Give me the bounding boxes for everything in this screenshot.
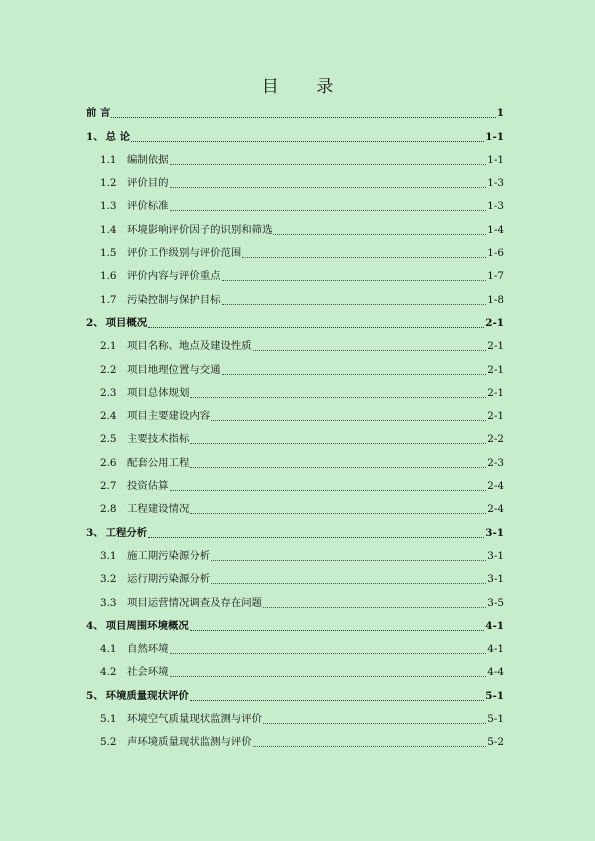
toc-entry-title: 自然环境 — [127, 643, 169, 656]
toc-entry-page-number: 3-1 — [487, 573, 504, 586]
toc-section-entry[interactable] — [86, 240, 504, 263]
toc-entry-number: 3.1 — [100, 549, 117, 562]
dot-leader — [190, 397, 486, 398]
toc-chapter-entry[interactable] — [86, 613, 504, 636]
toc-entry-number: 4、 — [86, 619, 104, 632]
toc-section-entry[interactable] — [86, 473, 504, 496]
dot-leader — [211, 560, 486, 561]
toc-entry-number: 1.7 — [100, 293, 117, 306]
toc-entry-title: 项目概况 — [105, 316, 148, 329]
toc-entry-page-number: 3-5 — [487, 596, 504, 609]
toc-entry-title: 污染控制与保护目标 — [127, 293, 221, 306]
toc-entry-page-number: 2-1 — [487, 410, 504, 423]
toc-entry-number: 1、 — [86, 130, 104, 143]
toc-section-entry[interactable] — [86, 589, 504, 612]
toc-section-entry[interactable] — [86, 286, 504, 309]
toc-entry-number: 1.5 — [100, 247, 117, 260]
toc-section-entry[interactable] — [86, 263, 504, 286]
dot-leader — [170, 164, 487, 165]
toc-entry-title: 声环境质量现状监测与评价 — [127, 736, 252, 749]
toc-entry-title: 配套公用工程 — [127, 456, 190, 469]
toc-entry-number: 2.7 — [100, 480, 117, 493]
toc-entry-title: 评价目的 — [127, 177, 169, 190]
dot-leader — [190, 700, 484, 701]
toc-entry-title: 投资估算 — [127, 480, 169, 493]
dot-leader — [148, 327, 484, 328]
dot-leader — [253, 350, 487, 351]
toc-chapter-entry[interactable] — [86, 100, 504, 123]
toc-section-entry[interactable] — [86, 380, 504, 403]
toc-entry-number: 4.1 — [100, 643, 117, 656]
toc-entry-page-number: 1-1 — [487, 153, 504, 166]
toc-entry-page-number: 1-8 — [487, 293, 504, 306]
toc-entry-page-number: 5-1 — [485, 689, 504, 702]
toc-entry-title: 工程分析 — [105, 526, 148, 539]
dot-leader — [170, 210, 487, 211]
toc-section-entry[interactable] — [86, 659, 504, 682]
toc-entry-title: 编制依据 — [127, 153, 169, 166]
toc-entry-number: 1.3 — [100, 200, 117, 213]
dot-leader — [222, 280, 487, 281]
toc-section-entry[interactable] — [86, 216, 504, 239]
dot-leader — [170, 187, 487, 188]
toc-entry-title: 评价工作级别与评价范围 — [127, 247, 242, 260]
dot-leader — [190, 513, 486, 514]
toc-entry-page-number: 1-4 — [487, 223, 504, 236]
toc-entry-number: 2、 — [86, 316, 104, 329]
toc-entry-page-number: 2-1 — [487, 340, 504, 353]
toc-entry-number: 5.1 — [100, 713, 117, 726]
toc-section-entry[interactable] — [86, 543, 504, 566]
toc-entry-title: 项目地理位置与交通 — [127, 363, 221, 376]
toc-entry-page-number: 1-7 — [487, 270, 504, 283]
toc-entry-number: 2.4 — [100, 410, 117, 423]
toc-entry-title: 环境质量现状评价 — [105, 689, 189, 702]
toc-entry-page-number: 3-1 — [487, 549, 504, 562]
toc-section-entry[interactable] — [86, 496, 504, 519]
table-of-contents — [86, 100, 504, 752]
toc-entry-number: 2.6 — [100, 456, 117, 469]
toc-entry-number: 3.2 — [100, 573, 117, 586]
toc-entry-title: 前 言 — [86, 107, 111, 120]
toc-entry-title: 工程建设情况 — [127, 503, 190, 516]
dot-leader — [273, 234, 486, 235]
dot-leader — [222, 304, 487, 305]
toc-entry-page-number: 5-1 — [487, 713, 504, 726]
toc-entry-title: 总 论 — [105, 130, 131, 143]
toc-chapter-entry[interactable] — [86, 519, 504, 542]
toc-entry-number: 2.3 — [100, 386, 117, 399]
toc-entry-page-number: 2-1 — [485, 316, 504, 329]
toc-entry-number: 2.5 — [100, 433, 117, 446]
dot-leader — [170, 676, 487, 677]
toc-entry-number: 1.2 — [100, 177, 117, 190]
toc-entry-number: 3.3 — [100, 596, 117, 609]
dot-leader — [263, 607, 486, 608]
dot-leader — [190, 443, 486, 444]
toc-section-entry[interactable] — [86, 706, 504, 729]
toc-entry-title: 项目名称、地点及建设性质 — [127, 340, 252, 353]
toc-entry-page-number: 2-1 — [487, 386, 504, 399]
page-title: 目 录 — [261, 77, 350, 97]
toc-entry-number: 2.2 — [100, 363, 117, 376]
toc-entry-number: 2.1 — [100, 340, 117, 353]
toc-entry-number: 3、 — [86, 526, 104, 539]
toc-entry-page-number: 2-4 — [487, 503, 504, 516]
toc-entry-page-number: 1-3 — [487, 177, 504, 190]
toc-entry-page-number: 5-2 — [487, 736, 504, 749]
dot-leader — [170, 490, 487, 491]
toc-entry-number: 2.8 — [100, 503, 117, 516]
toc-entry-page-number: 4-4 — [487, 666, 504, 679]
dot-leader — [253, 746, 487, 747]
dot-leader — [190, 630, 484, 631]
toc-entry-title: 评价标准 — [127, 200, 169, 213]
dot-leader — [211, 583, 486, 584]
toc-entry-title: 环境影响评价因子的识别和筛选 — [127, 223, 273, 236]
dot-leader — [170, 653, 487, 654]
toc-entry-number: 5、 — [86, 689, 104, 702]
toc-entry-page-number: 1-3 — [487, 200, 504, 213]
toc-section-entry[interactable] — [86, 566, 504, 589]
toc-section-entry[interactable] — [86, 636, 504, 659]
toc-entry-title: 主要技术指标 — [127, 433, 190, 446]
toc-entry-title: 社会环境 — [127, 666, 169, 679]
toc-section-entry[interactable] — [86, 729, 504, 752]
toc-entry-page-number: 1 — [496, 107, 504, 120]
toc-entry-number: 4.2 — [100, 666, 117, 679]
toc-section-entry[interactable] — [86, 449, 504, 472]
toc-entry-page-number: 2-1 — [487, 363, 504, 376]
toc-chapter-entry[interactable] — [86, 310, 504, 333]
dot-leader — [111, 117, 495, 118]
toc-entry-title: 项目周围环境概况 — [105, 619, 189, 632]
toc-entry-page-number: 1-1 — [485, 130, 504, 143]
dot-leader — [131, 141, 484, 142]
toc-entry-number: 1.1 — [100, 153, 117, 166]
toc-entry-page-number: 2-2 — [487, 433, 504, 446]
toc-entry-page-number: 2-4 — [487, 480, 504, 493]
toc-entry-number: 5.2 — [100, 736, 117, 749]
toc-section-entry[interactable] — [86, 147, 504, 170]
toc-section-entry[interactable] — [86, 356, 504, 379]
toc-section-entry[interactable] — [86, 403, 504, 426]
toc-section-entry[interactable] — [86, 333, 504, 356]
toc-entry-title: 评价内容与评价重点 — [127, 270, 221, 283]
toc-section-entry[interactable] — [86, 170, 504, 193]
dot-leader — [148, 537, 484, 538]
toc-entry-title: 项目主要建设内容 — [127, 410, 211, 423]
toc-entry-title: 项目运营情况调查及存在问题 — [127, 596, 263, 609]
toc-entry-number: 1.4 — [100, 223, 117, 236]
dot-leader — [263, 723, 486, 724]
toc-entry-page-number: 3-1 — [485, 526, 504, 539]
toc-chapter-entry[interactable] — [86, 682, 504, 705]
dot-leader — [222, 374, 487, 375]
toc-section-entry[interactable] — [86, 426, 504, 449]
toc-entry-title: 环境空气质量现状监测与评价 — [127, 713, 263, 726]
toc-entry-title: 项目总体规划 — [127, 386, 190, 399]
toc-entry-page-number: 4-1 — [487, 643, 504, 656]
dot-leader — [242, 257, 486, 258]
toc-entry-page-number: 2-3 — [487, 456, 504, 469]
toc-entry-title: 施工期污染源分析 — [127, 549, 211, 562]
dot-leader — [190, 467, 486, 468]
dot-leader — [211, 420, 486, 421]
toc-entry-title: 运行期污染源分析 — [127, 573, 211, 586]
toc-chapter-entry[interactable] — [86, 123, 504, 146]
toc-entry-number: 1.6 — [100, 270, 117, 283]
toc-section-entry[interactable] — [86, 193, 504, 216]
toc-entry-page-number: 4-1 — [485, 619, 504, 632]
toc-entry-page-number: 1-6 — [487, 247, 504, 260]
